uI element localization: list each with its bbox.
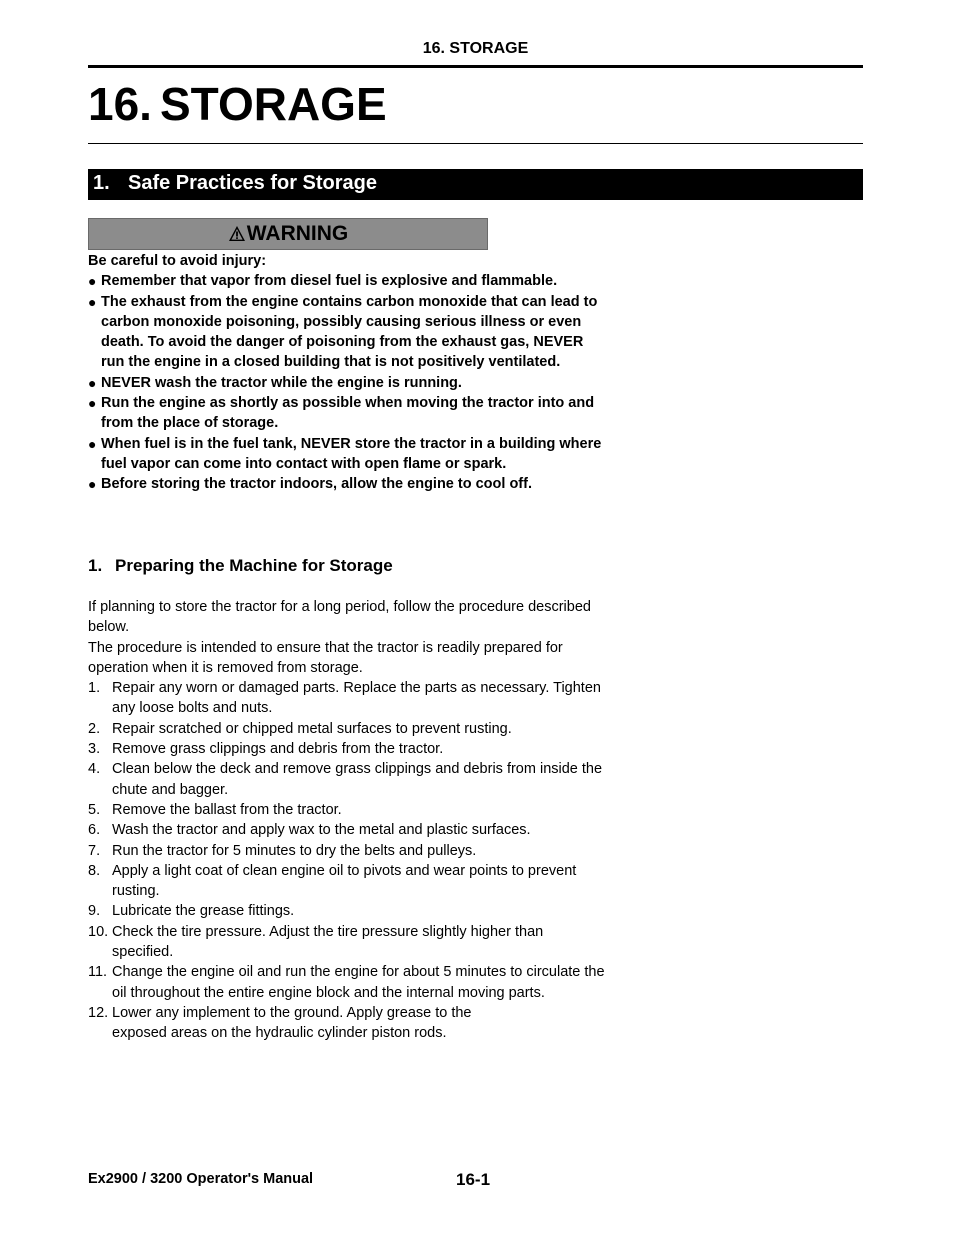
step-number: 10. [88, 923, 109, 940]
warning-bullet: ● Run the engine as shortly as possible when moving the tractor into and from the place of storage. [88, 395, 595, 432]
procedure-steps [88, 678, 608, 1043]
section-number: 1. [93, 172, 110, 194]
step-number: 4. [88, 761, 101, 778]
procedure-step: 7. Run the tractor for 5 minutes to dry the belts and pulleys. [88, 841, 608, 861]
step-number: 8. [88, 862, 101, 879]
warning-text [88, 251, 608, 495]
warning-bullet: ● Remember that vapor from diesel fuel is explosive and flammable. [88, 271, 608, 291]
warning-bullet: ● When fuel is in the fuel tank, NEVER store the tractor in a building where fuel vapor can come into contact with open flame or spark. [88, 435, 602, 472]
procedure-step: 1. Repair any worn or damaged parts. Replace the parts as necessary. Tighten any loose bolts and nuts. [88, 680, 601, 717]
footer-page-number: 16-1 [456, 1170, 491, 1189]
warning-triangle-icon [228, 225, 246, 242]
step-number: 2. [88, 720, 101, 737]
step-number: 6. [88, 822, 101, 839]
procedure-step: 8. Apply a light coat of clean engine oil to pivots and wear points to prevent rusting. [88, 862, 577, 900]
warning-label: WARNING [246, 222, 349, 245]
warning-bullet: ● The exhaust from the engine contains carbon monoxide that can lead to carbon monoxide poisoning, possibly causing serious illness or even death. To avoid the danger of poisoning from the exhaust gas, NEVER run the engine in a closed building that is not positively ventilated. [88, 293, 598, 371]
warning-bullet: ● NEVER wash the tractor while the engine is running. [88, 373, 608, 393]
procedure-step: 11. Change the engine oil and run the engine for about 5 minutes to circulate the oil throughout the entire engine block and the internal moving parts. [88, 964, 605, 1001]
step-number: 11. [88, 964, 108, 981]
bullet-icon: ● [88, 476, 97, 493]
chapter-number: 16. [88, 78, 152, 130]
procedure-step: 2. Repair scratched or chipped metal surfaces to prevent rusting. [88, 719, 608, 739]
step-number: 7. [88, 842, 101, 859]
bullet-icon: ● [88, 374, 97, 391]
procedure-step: 10. Check the tire pressure. Adjust the tire pressure slightly higher than specified. [88, 923, 544, 961]
warning-lead: Be careful to avoid injury: [88, 253, 267, 269]
subsection-heading [88, 555, 393, 577]
warning-bullet: ● Before storing the tractor indoors, allow the engine to cool off. [88, 474, 608, 494]
footer-manual-name: Ex2900 / 3200 Operator's Manual [88, 1171, 314, 1187]
intro-paragraph: The procedure is intended to ensure that the tractor is readily prepared for operation when it is removed from storage. [88, 639, 563, 676]
chapter-rule [88, 143, 863, 144]
procedure-step: 4. Clean below the deck and remove grass clippings and debris from inside the chute and bagger. [88, 761, 603, 798]
bullet-icon: ● [88, 435, 97, 452]
step-number: 12. [88, 1004, 109, 1021]
step-number: 3. [88, 741, 101, 758]
procedure-step: 3. Remove grass clippings and debris from the tractor. [88, 739, 608, 759]
section-title: Safe Practices for Storage [128, 172, 377, 194]
bullet-icon: ● [88, 293, 97, 310]
procedure-step: 9. Lubricate the grease fittings. [88, 901, 608, 921]
subsection-number: 1. [88, 556, 103, 575]
subsection-title: Preparing the Machine for Storage [115, 556, 393, 575]
warning-banner [88, 218, 488, 250]
running-header: 16. STORAGE [422, 40, 529, 57]
bullet-icon: ● [88, 273, 97, 290]
section-heading [88, 169, 863, 200]
procedure-step: 6. Wash the tractor and apply wax to the metal and plastic surfaces. [88, 820, 608, 840]
step-number: 9. [88, 903, 101, 920]
chapter-title [88, 76, 387, 132]
bullet-icon: ● [88, 395, 97, 412]
header-rule [88, 65, 863, 68]
step-number: 1. [88, 680, 101, 697]
procedure-step: 5. Remove the ballast from the tractor. [88, 800, 608, 820]
procedure-text [88, 597, 608, 1044]
procedure-step: 12. Lower any implement to the ground. Apply grease to the exposed areas on the hydraulic cylinder piston rods. [88, 1004, 472, 1042]
intro-paragraph: If planning to store the tractor for a long period, follow the procedure described below. [88, 599, 591, 636]
chapter-title-text: STORAGE [160, 78, 387, 130]
step-number: 5. [88, 801, 101, 818]
warning-bullet-list [88, 271, 608, 494]
